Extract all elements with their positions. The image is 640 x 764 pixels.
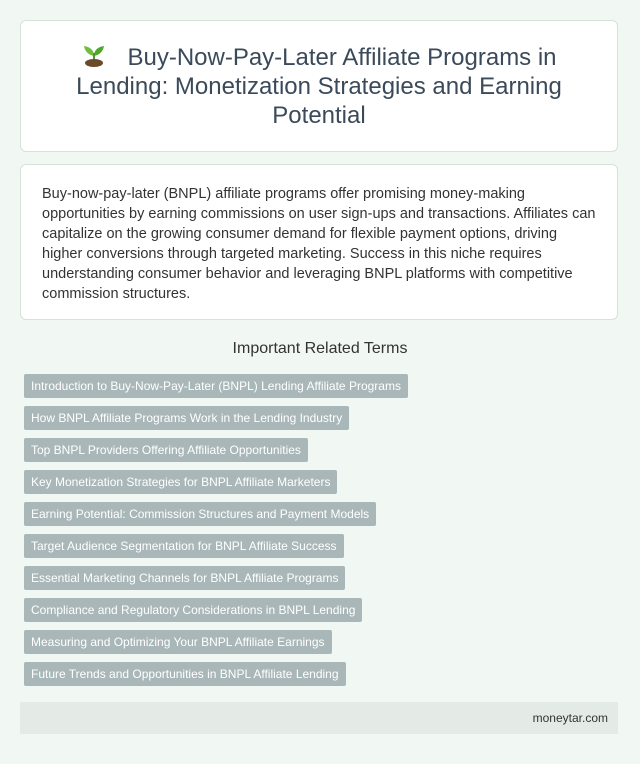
term-link-5[interactable]: Earning Potential: Commission Structures and Payment Models (24, 502, 376, 526)
page-title (49, 42, 589, 130)
page-title-text: Buy-Now-Pay-Later Affiliate Programs in Lending: Monetization Strategies and Earning Potential (76, 44, 562, 129)
list-item (24, 566, 616, 598)
sprout-icon (81, 42, 107, 68)
term-link-9[interactable]: Measuring and Optimizing Your BNPL Affiliate Earnings (24, 630, 332, 654)
list-item (24, 374, 616, 406)
term-link-7[interactable]: Essential Marketing Channels for BNPL Affiliate Programs (24, 566, 345, 590)
title-card (20, 20, 618, 152)
list-item (24, 470, 616, 502)
term-link-3[interactable]: Top BNPL Providers Offering Affiliate Opportunities (24, 438, 308, 462)
related-terms-list (24, 374, 616, 694)
list-item (24, 630, 616, 662)
intro-text: Buy-now-pay-later (BNPL) affiliate programs offer promising money-making opportunities by earning commissions on user sign-ups and transactions. Affiliates can capitalize on the growing consumer demand for flexible payment options, driving higher conversions through targeted marketing. Success in this niche requires understanding consumer behavior and leveraging BNPL platforms with competitive commission structures. (42, 186, 596, 302)
list-item (24, 598, 616, 630)
list-item (24, 502, 616, 534)
list-item (24, 438, 616, 470)
intro-card (20, 164, 618, 320)
footer-site-link[interactable]: moneytar.com (532, 711, 608, 725)
term-link-2[interactable]: How BNPL Affiliate Programs Work in the Lending Industry (24, 406, 349, 430)
footer (20, 702, 618, 734)
term-link-4[interactable]: Key Monetization Strategies for BNPL Affiliate Marketers (24, 470, 337, 494)
list-item (24, 662, 616, 694)
term-link-8[interactable]: Compliance and Regulatory Considerations in BNPL Lending (24, 598, 362, 622)
term-link-1[interactable]: Introduction to Buy-Now-Pay-Later (BNPL) Lending Affiliate Programs (24, 374, 408, 398)
list-item (24, 406, 616, 438)
related-terms-heading: Important Related Terms (232, 340, 408, 357)
term-link-6[interactable]: Target Audience Segmentation for BNPL Affiliate Success (24, 534, 344, 558)
term-link-10[interactable]: Future Trends and Opportunities in BNPL Affiliate Lending (24, 662, 346, 686)
list-item (24, 534, 616, 566)
